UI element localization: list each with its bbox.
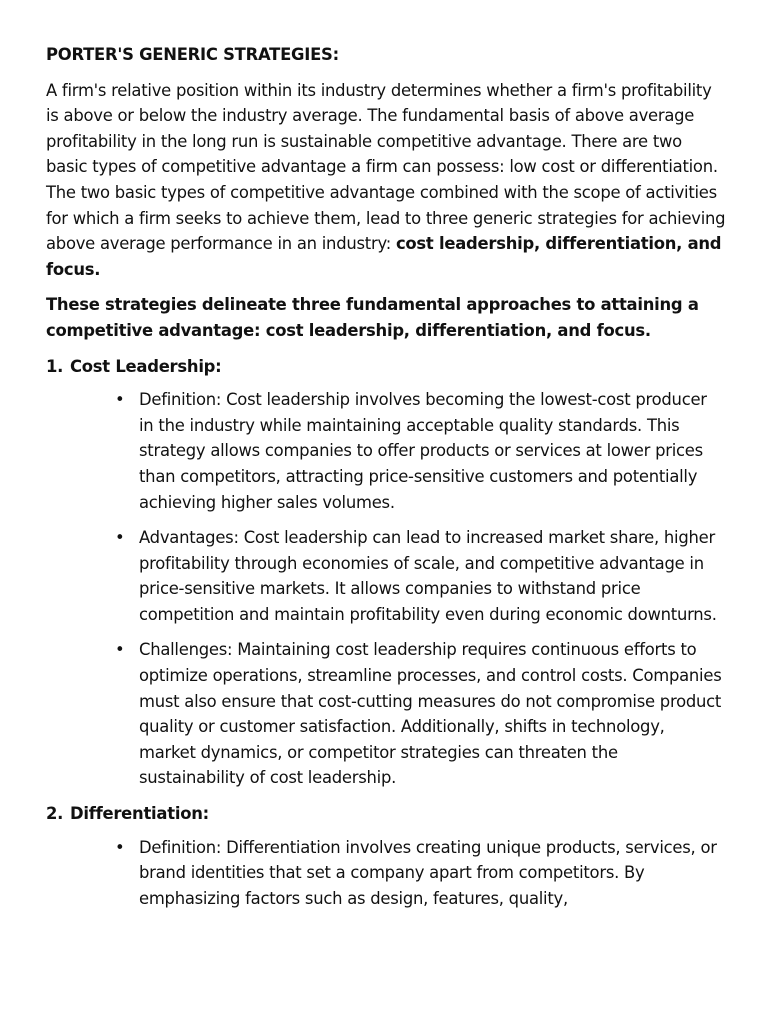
section-number: 1. [46, 356, 64, 376]
intro-bold-tail: cost leadership, differentiation, and focus. [46, 234, 722, 279]
bullet-icon: • [115, 528, 125, 548]
intro-text: A firm's relative position within its industry determines whether a firm's profitability is above or below the industry average. The fundamental basis of above average profitability in the long run is sustainable competitive advantage. There are two basic types of competitive advantage a firm can possess: low cost or differentiation. The two basic types of competitive advantage combined with the scope of activities for which a firm seeks to achieve them, lead to three generic strategies for achieving above average performance in an industry: [46, 80, 726, 254]
list-item [115, 835, 726, 912]
cost-leadership-bullet-list [46, 387, 726, 791]
bullet-text-definition: Definition: Differentiation involves creating unique products, services, or brand identities that set a company apart from competitors. By emphasizing factors such as design, features, quality, [139, 837, 717, 908]
bullet-icon: • [115, 640, 125, 660]
list-item [115, 637, 726, 791]
list-item [115, 525, 726, 627]
bullet-icon: • [115, 390, 125, 410]
section-heading-differentiation [46, 801, 726, 827]
document-title: PORTER'S GENERIC STRATEGIES: [46, 45, 339, 64]
bullet-icon: • [115, 837, 125, 857]
intro-paragraph [46, 78, 726, 283]
bullet-text-advantages: Advantages: Cost leadership can lead to increased market share, higher profitability through economies of scale, and competitive advantage in price-sensitive markets. It allows companies to withstand price competition and maintain profitability even during economic downturns. [139, 528, 717, 624]
section-title: Differentiation: [70, 804, 209, 824]
section-heading-cost-leadership [46, 354, 726, 380]
document-page [46, 42, 726, 921]
section-number: 2. [46, 804, 64, 824]
bullet-text-challenges: Challenges: Maintaining cost leadership requires continuous efforts to optimize operations, streamline processes, and control costs. Companies must also ensure that cost-cutting measures do not compromise product quality or customer satisfaction. Additionally, shifts in technology, market dynamics, or competitor strategies can threaten the sustainability of cost leadership. [139, 640, 722, 788]
section-title: Cost Leadership: [70, 356, 222, 376]
bullet-text-definition: Definition: Cost leadership involves becoming the lowest-cost producer in the industry while maintaining acceptable quality standards. This strategy allows companies to offer products or services at lower prices than competitors, attracting price-sensitive customers and potentially achieving higher sales volumes. [139, 390, 707, 512]
list-item [115, 387, 726, 515]
differentiation-bullet-list [46, 835, 726, 912]
summary-paragraph: These strategies delineate three fundamental approaches to attaining a competitive advantage: cost leadership, differentiation, and focus. [46, 295, 699, 340]
